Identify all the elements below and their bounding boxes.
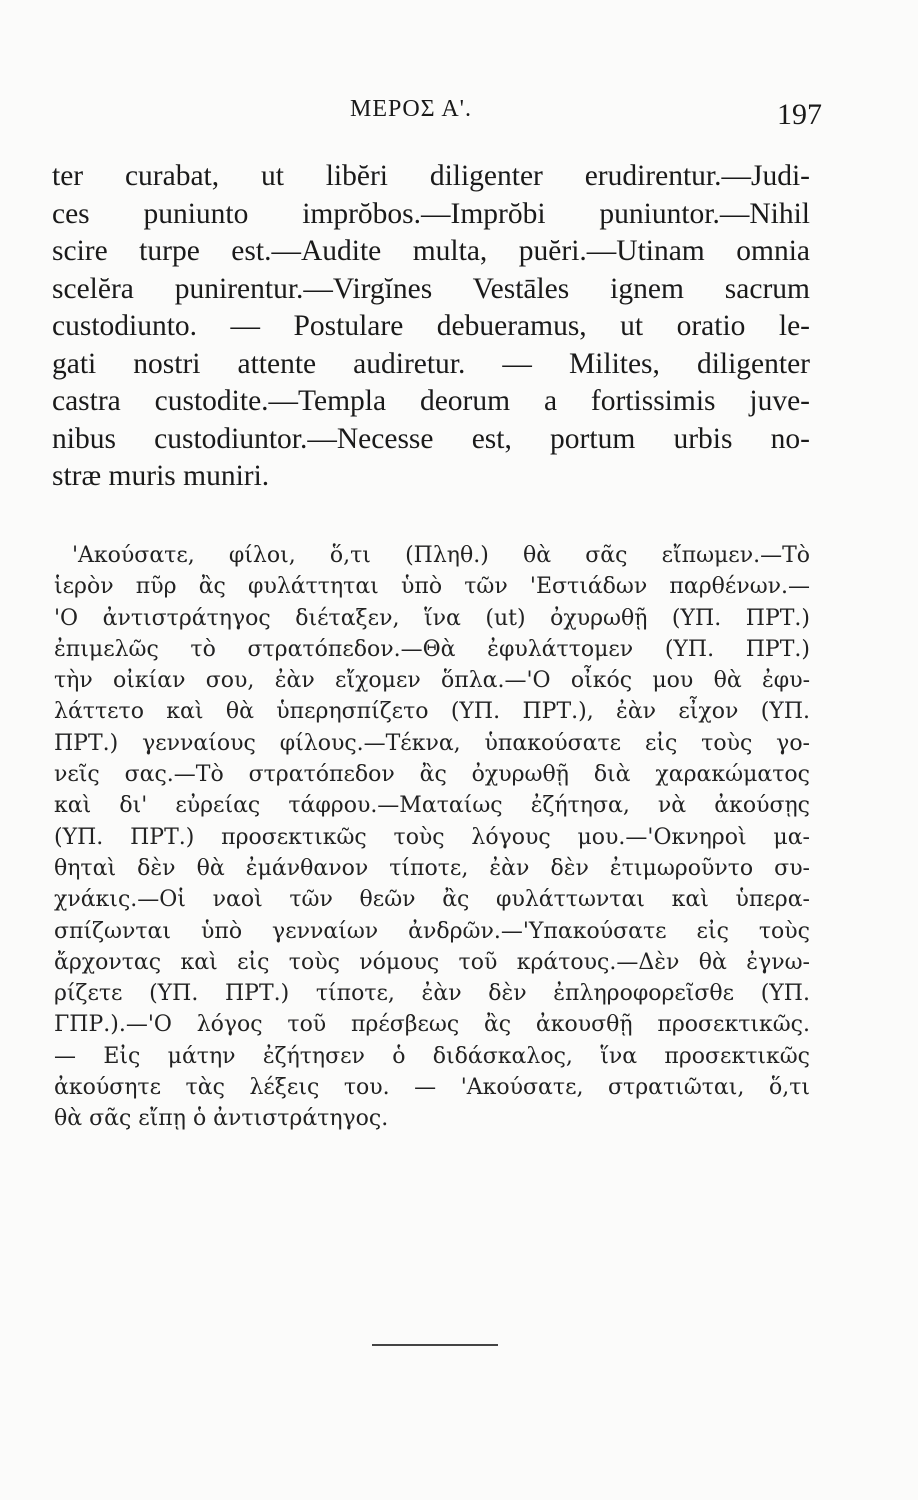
- text-line: stræ muris muniri.: [52, 460, 270, 492]
- text-line: ces puniunto imprŏbos.—Imprŏbi puniuntor.—Nihil: [52, 197, 810, 230]
- closing-rule: [372, 1344, 498, 1346]
- page-number: 197: [777, 98, 822, 131]
- running-head: [52, 96, 822, 136]
- text-line: ter curabat, ut libĕri diligenter erudirentur.—Judi-: [52, 160, 810, 192]
- latin-exercise-text: [52, 158, 810, 496]
- text-line: χνάκις.—Οἱ ναοὶ τῶν θεῶν ἂς φυλάττωνται καὶ ὑπερα-: [54, 887, 810, 913]
- text-line: — Εἰς μάτην ἐζήτησεν ὁ διδάσκαλος, ἵνα προσεκτικῶς: [54, 1043, 810, 1069]
- text-line: τὴν οἰκίαν σου, ἐὰν εἴχομεν ὅπλα.—'Ο οἶκός μου θὰ ἐφυ-: [54, 668, 810, 694]
- text-line: ἀκούσητε τὰς λέξεις του. — 'Ακούσατε, στρατιῶται, ὅ,τι: [54, 1075, 810, 1101]
- text-line: ρίζετε (ΥΠ. ΠΡΤ.) τίποτε, ἐὰν δὲν ἐπληροφορεῖσθε (ΥΠ.: [54, 981, 810, 1007]
- text-line: 'Ο ἀντιστράτηγος διέταξεν, ἵνα (ut) ὀχυρωθῇ (ΥΠ. ΠΡΤ.): [54, 605, 810, 631]
- text-line: ἱερὸν πῦρ ἂς φυλάττηται ὑπὸ τῶν 'Εστιάδων παρθένων.—: [54, 574, 810, 600]
- text-line: scelĕra punirentur.—Virgĭnes Vestāles ignem sacrum: [52, 272, 810, 305]
- text-line: scire turpe est.—Audite multa, puĕri.—Utinam omnia: [52, 235, 810, 267]
- text-line: θηταὶ δὲν θὰ ἐμάνθανον τίποτε, ἐὰν δὲν ἐτιμωροῦντο συ-: [54, 855, 810, 881]
- text-line: nibus custodiuntor.—Necesse est, portum urbis no-: [52, 422, 810, 455]
- text-line: λάττετο καὶ θὰ ὑπερησπίζετο (ΥΠ. ΠΡΤ.), ἐὰν εἶχον (ΥΠ.: [54, 699, 810, 725]
- text-line: ἄρχοντας καὶ εἰς τοὺς νόμους τοῦ κράτους.—Δὲν θὰ ἐγνω-: [54, 949, 810, 975]
- text-line: νεῖς σας.—Τὸ στρατόπεδον ἂς ὀχυρωθῇ διὰ χαρακώματος: [54, 762, 810, 788]
- text-line: θὰ σᾶς εἴπῃ ὁ ἀντιστράτηγος.: [54, 1106, 389, 1132]
- text-line: ΓΠΡ.).—'Ο λόγος τοῦ πρέσβεως ἂς ἀκουσθῇ προσεκτικῶς.: [54, 1012, 810, 1038]
- text-line: gati nostri attente audiretur. — Milites, diligenter: [52, 347, 810, 380]
- text-line: καὶ δι' εὐρείας τάφρου.—Ματαίως ἐζήτησα, νὰ ἀκούσῃς: [54, 793, 810, 819]
- text-line: 'Ακούσατε, φίλοι, ὅ,τι (Πληθ.) θὰ σᾶς εἴπωμεν.—Τὸ: [72, 543, 810, 568]
- text-line: σπίζωνται ὑπὸ γενναίων ἀνδρῶν.—'Υπακούσατε εἰς τοὺς: [54, 918, 810, 944]
- running-head-title: ΜΕΡΟΣ Α'.: [350, 96, 472, 122]
- text-line: ἐπιμελῶς τὸ στρατόπεδον.—Θὰ ἐφυλάττομεν (ΥΠ. ΠΡΤ.): [54, 636, 810, 662]
- text-line: ΠΡΤ.) γενναίους φίλους.—Τέκνα, ὑπακούσατε εἰς τοὺς γο-: [54, 730, 810, 756]
- greek-exercise-text: [54, 540, 810, 1135]
- text-line: (ΥΠ. ΠΡΤ.) προσεκτικῶς τοὺς λόγους μου.—'Οκνηροὶ μα-: [54, 824, 810, 850]
- text-line: castra custodite.—Templa deorum a fortissimis juve-: [52, 385, 810, 417]
- text-line: custodiunto. — Postulare debueramus, ut oratio le-: [52, 310, 810, 342]
